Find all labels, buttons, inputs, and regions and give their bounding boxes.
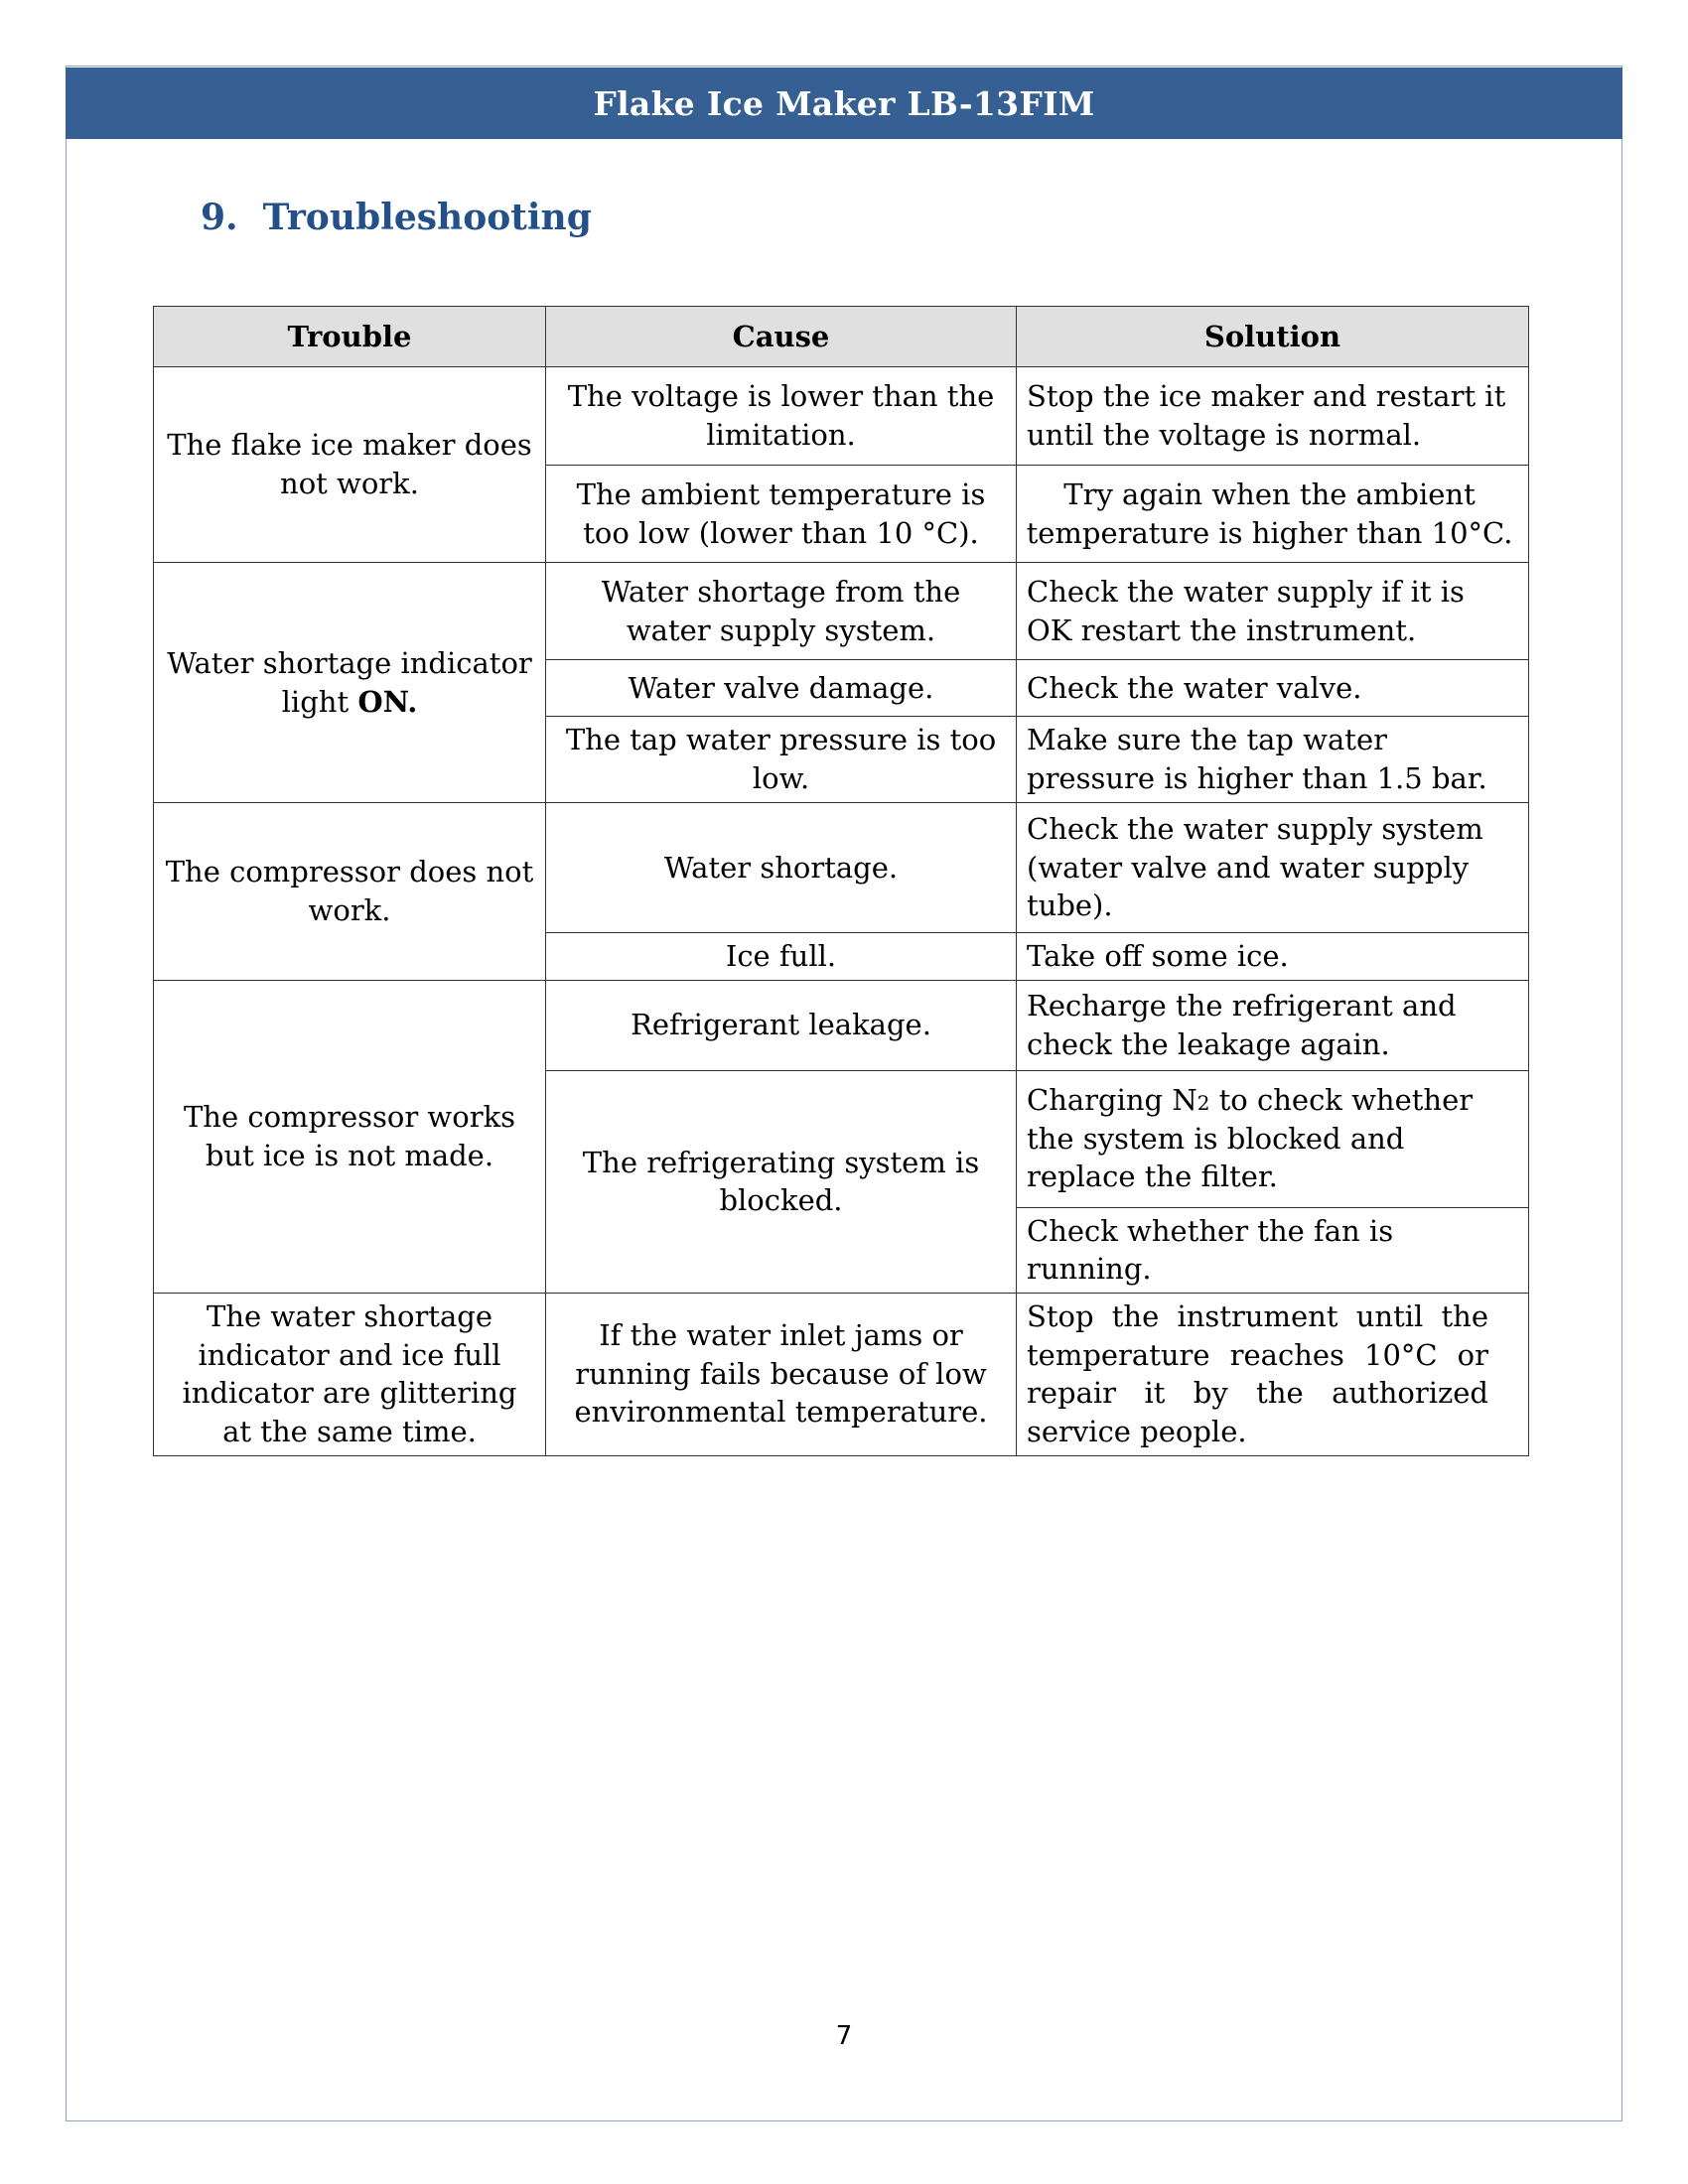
section-title-text: Troubleshooting: [262, 197, 592, 238]
table-row: [154, 563, 1529, 660]
cause-cell: The voltage is lower than the limitation.: [546, 367, 1017, 466]
section-number: 9.: [201, 197, 238, 238]
solution-cell: Try again when the ambient temperature is higher than 10°C.: [1017, 466, 1529, 563]
solution-cell: Make sure the tap water pressure is higher than 1.5 bar.: [1017, 717, 1529, 803]
cause-cell: If the water inlet jams or running fails because of low environmental temperature.: [546, 1293, 1017, 1455]
trouble-cell: The water shortage indicator and ice full indicator are glittering at the same time.: [154, 1293, 546, 1455]
trouble-cell: [154, 563, 546, 803]
trouble-text: Water shortage indicator light: [167, 645, 532, 719]
solution-cell: Recharge the refrigerant and check the leakage again.: [1017, 980, 1529, 1070]
trouble-bold-text: ON.: [357, 684, 418, 719]
solution-cell: Check whether the fan is running.: [1017, 1207, 1529, 1293]
table-row: [154, 367, 1529, 466]
page-number: 7: [835, 2021, 853, 2051]
solution-text-post: to check whether the system is blocked and replace the filter.: [1027, 1083, 1474, 1194]
cause-cell: Water shortage.: [546, 803, 1017, 933]
solution-cell: [1017, 1070, 1529, 1207]
trouble-cell: The compressor works but ice is not made.: [154, 980, 546, 1293]
cause-cell: The ambient temperature is too low (lower than 10 °C).: [546, 466, 1017, 563]
solution-text-pre: Charging N: [1027, 1083, 1197, 1118]
solution-cell: Check the water supply if it is OK restart the instrument.: [1017, 563, 1529, 660]
table-row: [154, 1293, 1529, 1455]
cause-cell: Ice full.: [546, 933, 1017, 981]
header-cause: Cause: [546, 307, 1017, 367]
solution-cell: Check the water supply system (water valve and water supply tube).: [1017, 803, 1529, 933]
cause-cell: The tap water pressure is too low.: [546, 717, 1017, 803]
solution-cell: Stop the instrument until the temperature reaches 10°C or repair it by the authorized service people.: [1017, 1293, 1529, 1455]
solution-subscript: 2: [1196, 1091, 1210, 1116]
header-solution: Solution: [1017, 307, 1529, 367]
header-bar: [66, 68, 1622, 139]
solution-cell: Check the water valve.: [1017, 660, 1529, 717]
troubleshooting-table: [153, 306, 1529, 1456]
cause-cell: Refrigerant leakage.: [546, 980, 1017, 1070]
solution-cell: Stop the ice maker and restart it until the voltage is normal.: [1017, 367, 1529, 466]
trouble-cell: The compressor does not work.: [154, 803, 546, 981]
cause-cell: Water shortage from the water supply system.: [546, 563, 1017, 660]
header-trouble: Trouble: [154, 307, 546, 367]
table-header-row: [154, 307, 1529, 367]
section-title: [201, 197, 592, 238]
header-title: Flake Ice Maker LB-13FIM: [593, 83, 1095, 123]
solution-cell: Take off some ice.: [1017, 933, 1529, 981]
trouble-cell: The flake ice maker does not work.: [154, 367, 546, 563]
table-row: [154, 803, 1529, 933]
table-row: [154, 980, 1529, 1070]
cause-cell: Water valve damage.: [546, 660, 1017, 717]
cause-cell: The refrigerating system is blocked.: [546, 1070, 1017, 1293]
